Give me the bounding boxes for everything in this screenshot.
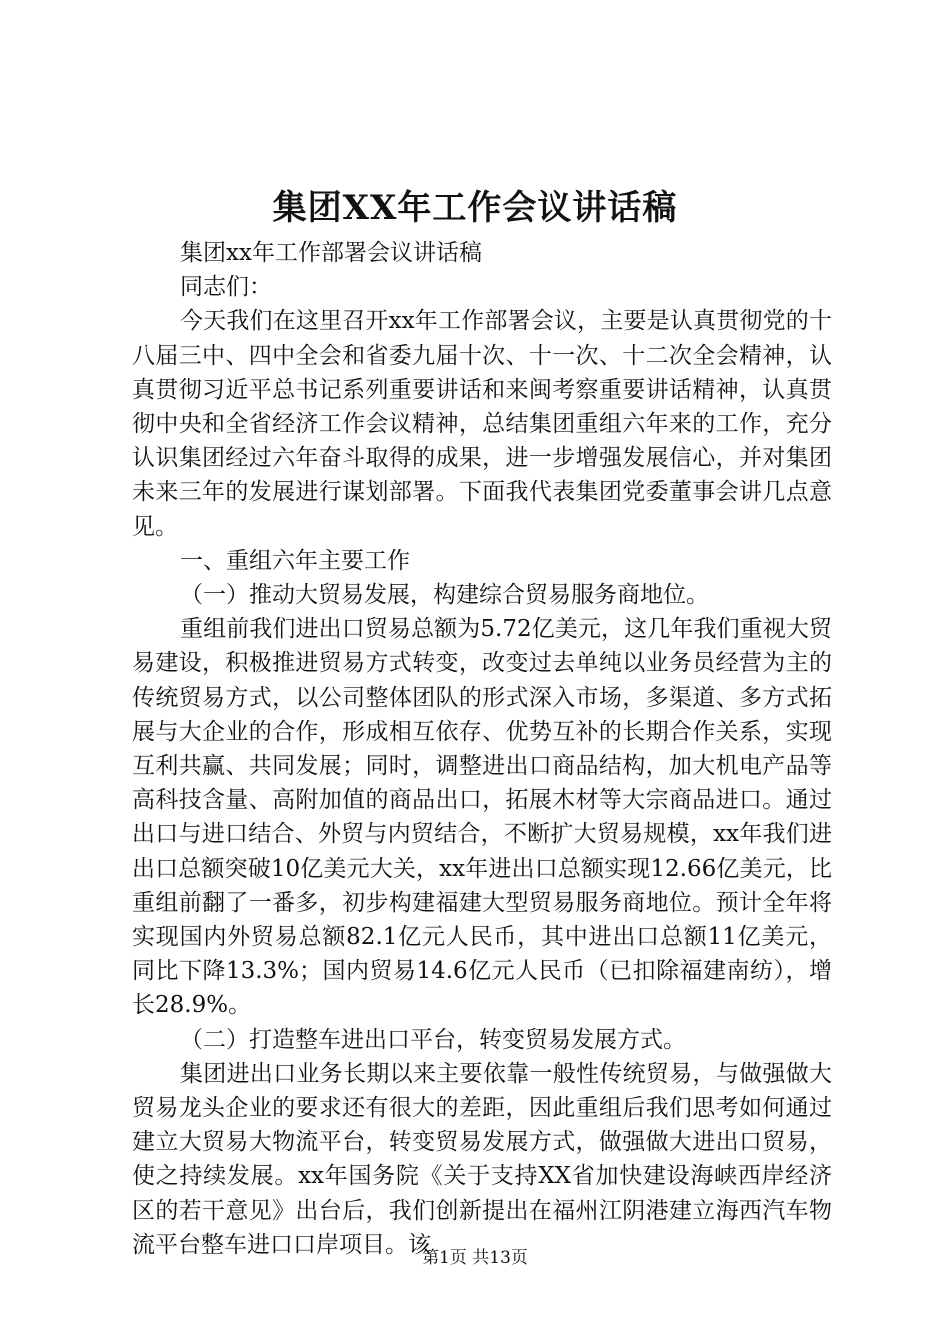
body-paragraph: 今天我们在这里召开xx年工作部署会议，主要是认真贯彻党的十八届三中、四中全会和省委九届十次、十一次、十二次全会精神，认真贯彻习近平总书记系列重要讲话和来闽考察重要讲话精神，认真贯彻中央和全省经济工作会议精神，总结集团重组六年来的工作，充分认识集团经过六年奋斗取得的成果，进一步增强发展信心，并对集团未来三年的发展进行谋划部署。下面我代表集团党委董事会讲几点意见。 [132, 308, 832, 540]
document-body [132, 236, 832, 1262]
body-paragraph: 重组前我们进出口贸易总额为5.72亿美元，这几年我们重视大贸易建设，积极推进贸易方式转变，改变过去单纯以业务员经营为主的传统贸易方式，以公司整体团队的形式深入市场，多渠道、多方式拓展与大企业的合作，形成相互依存、优势互补的长期合作关系，实现互利共赢、共同发展；同时，调整进出口商品结构，加大机电产品等高科技含量、高附加值的商品出口，拓展木材等大宗商品进口。通过出口与进口结合、外贸与内贸结合，不断扩大贸易规模，xx年我们进出口总额突破10亿美元大关，xx年进出口总额实现12.66亿美元，比重组前翻了一番多，初步构建福建大型贸易服务商地位。预计全年将实现国内外贸易总额82.1亿元人民币，其中进出口总额11亿美元，同比下降13.3%；国内贸易14.6亿元人民币（已扣除福建南纺），增长28.9%。 [132, 616, 832, 1019]
subsection-heading: （一）推动大贸易发展，构建综合贸易服务商地位。 [180, 582, 709, 609]
subtitle-paragraph: 集团xx年工作部署会议讲话稿 [180, 240, 482, 266]
document-title: 集团XX年工作会议讲话稿 [272, 188, 678, 228]
subsection-heading: （二）打造整车进出口平台，转变贸易发展方式。 [180, 1026, 686, 1053]
section-heading: 一、重组六年主要工作 [180, 547, 410, 574]
salutation-paragraph: 同志们： [180, 274, 272, 301]
page-footer: 第1页 共13页 [422, 1248, 528, 1268]
body-paragraph: 集团进出口业务长期以来主要依靠一般性传统贸易，与做强做大贸易龙头企业的要求还有很大的差距，因此重组后我们思考如何通过建立大贸易大物流平台，转变贸易发展方式，做强做大进出口贸易，使之持续发展。xx年国务院《关于支持XX省加快建设海峡西岸经济区的若干意见》出台后，我们创新提出在福州江阴港建立海西汽车物流平台整车进口口岸项目。该 [132, 1060, 832, 1258]
